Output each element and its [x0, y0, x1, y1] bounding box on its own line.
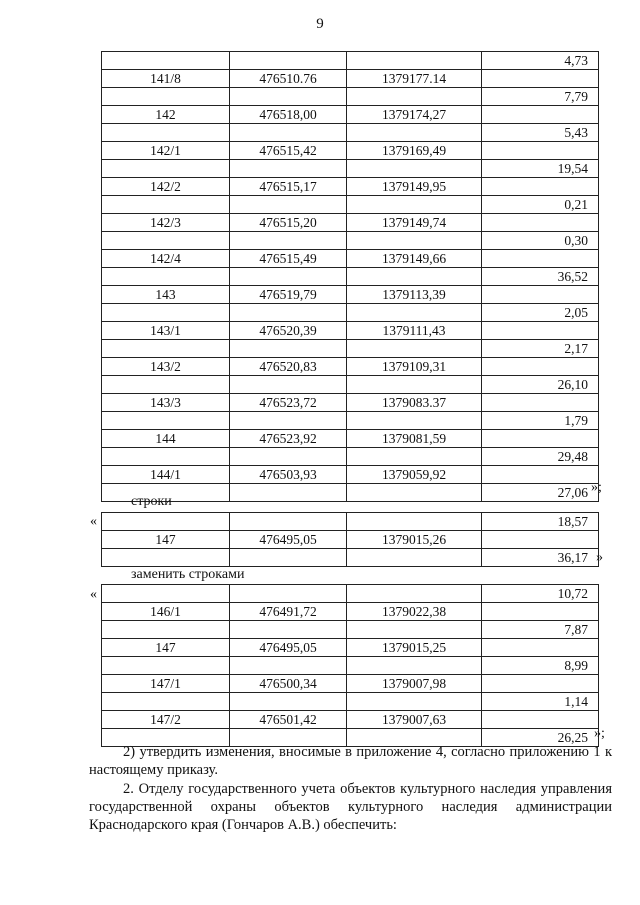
- x-coordinate-cell: [230, 448, 347, 466]
- point-number-cell: 147/1: [102, 675, 230, 693]
- point-number-cell: 141/8: [102, 70, 230, 88]
- replace-label: заменить строками: [131, 567, 245, 582]
- table-row: [102, 322, 599, 340]
- y-coordinate-cell: 1379177.14: [347, 70, 482, 88]
- distance-cell: [482, 250, 599, 268]
- table-row: [102, 196, 599, 214]
- y-coordinate-cell: [347, 340, 482, 358]
- y-coordinate-cell: 1379113,39: [347, 286, 482, 304]
- table-row: [102, 178, 599, 196]
- point-number-cell: 142/3: [102, 214, 230, 232]
- x-coordinate-cell: [230, 160, 347, 178]
- x-coordinate-cell: 476495,05: [230, 639, 347, 657]
- y-coordinate-cell: 1379015,26: [347, 531, 482, 549]
- y-coordinate-cell: 1379015,25: [347, 639, 482, 657]
- y-coordinate-cell: 1379109,31: [347, 358, 482, 376]
- point-number-cell: 143/2: [102, 358, 230, 376]
- x-coordinate-cell: [230, 52, 347, 70]
- distance-cell: 4,73: [482, 52, 599, 70]
- table-row: [102, 621, 599, 639]
- distance-cell: [482, 430, 599, 448]
- y-coordinate-cell: 1379174,27: [347, 106, 482, 124]
- y-coordinate-cell: 1379149,74: [347, 214, 482, 232]
- page-number: 9: [316, 16, 324, 32]
- y-coordinate-cell: [347, 412, 482, 430]
- point-number-cell: [102, 340, 230, 358]
- table-row: [102, 124, 599, 142]
- y-coordinate-cell: 1379081,59: [347, 430, 482, 448]
- distance-cell: 1,14: [482, 693, 599, 711]
- closing-quote: »: [596, 550, 603, 565]
- table-row: [102, 232, 599, 250]
- table-row: [102, 430, 599, 448]
- x-coordinate-cell: [230, 340, 347, 358]
- distance-cell: [482, 322, 599, 340]
- y-coordinate-cell: 1379149,95: [347, 178, 482, 196]
- point-number-cell: [102, 621, 230, 639]
- distance-cell: [482, 286, 599, 304]
- x-coordinate-cell: [230, 549, 347, 567]
- table-row: [102, 358, 599, 376]
- y-coordinate-cell: [347, 52, 482, 70]
- table-row: [102, 376, 599, 394]
- distance-cell: 1,79: [482, 412, 599, 430]
- point-number-cell: [102, 304, 230, 322]
- rows-to-replace-table: [101, 512, 599, 567]
- x-coordinate-cell: [230, 693, 347, 711]
- table-row: [102, 675, 599, 693]
- y-coordinate-cell: [347, 376, 482, 394]
- replacement-rows-table: [101, 584, 599, 747]
- table-row: [102, 466, 599, 484]
- distance-cell: 18,57: [482, 513, 599, 531]
- y-coordinate-cell: 1379083.37: [347, 394, 482, 412]
- point-number-cell: 142/4: [102, 250, 230, 268]
- table-row: [102, 639, 599, 657]
- distance-cell: [482, 639, 599, 657]
- x-coordinate-cell: [230, 484, 347, 502]
- distance-cell: [482, 466, 599, 484]
- point-number-cell: 144: [102, 430, 230, 448]
- y-coordinate-cell: [347, 484, 482, 502]
- distance-cell: 36,52: [482, 268, 599, 286]
- x-coordinate-cell: 476491,72: [230, 603, 347, 621]
- opening-quote: «: [90, 514, 97, 529]
- closing-quote: »;: [594, 726, 605, 741]
- distance-cell: [482, 70, 599, 88]
- distance-cell: [482, 394, 599, 412]
- table-row: [102, 160, 599, 178]
- distance-cell: 5,43: [482, 124, 599, 142]
- table-row: [102, 513, 599, 531]
- distance-cell: 36,17: [482, 549, 599, 567]
- x-coordinate-cell: 476500,34: [230, 675, 347, 693]
- rows-label: строки: [131, 494, 172, 509]
- y-coordinate-cell: [347, 88, 482, 106]
- table-row: [102, 711, 599, 729]
- distance-cell: [482, 142, 599, 160]
- x-coordinate-cell: [230, 513, 347, 531]
- table-row: [102, 657, 599, 675]
- y-coordinate-cell: [347, 232, 482, 250]
- paragraph-approve: 2) утвердить изменения, вносимые в приложение 4, согласно приложению 1 к настоящему приказу.: [89, 744, 612, 778]
- distance-cell: 19,54: [482, 160, 599, 178]
- point-number-cell: 146/1: [102, 603, 230, 621]
- y-coordinate-cell: [347, 124, 482, 142]
- table-row: [102, 484, 599, 502]
- x-coordinate-cell: [230, 88, 347, 106]
- x-coordinate-cell: [230, 304, 347, 322]
- point-number-cell: 142/2: [102, 178, 230, 196]
- table-row: [102, 70, 599, 88]
- point-number-cell: [102, 232, 230, 250]
- x-coordinate-cell: [230, 657, 347, 675]
- closing-quote: »;: [591, 480, 602, 495]
- x-coordinate-cell: 476518,00: [230, 106, 347, 124]
- x-coordinate-cell: 476503,93: [230, 466, 347, 484]
- y-coordinate-cell: 1379169,49: [347, 142, 482, 160]
- table-row: [102, 394, 599, 412]
- y-coordinate-cell: [347, 448, 482, 466]
- distance-cell: [482, 603, 599, 621]
- table-row: [102, 286, 599, 304]
- point-number-cell: 142: [102, 106, 230, 124]
- y-coordinate-cell: [347, 585, 482, 603]
- point-number-cell: 143/3: [102, 394, 230, 412]
- distance-cell: [482, 675, 599, 693]
- distance-cell: 0,21: [482, 196, 599, 214]
- point-number-cell: [102, 88, 230, 106]
- point-number-cell: [102, 585, 230, 603]
- point-number-cell: [102, 160, 230, 178]
- table-row: [102, 268, 599, 286]
- point-number-cell: [102, 124, 230, 142]
- distance-cell: 27,06: [482, 484, 599, 502]
- y-coordinate-cell: 1379111,43: [347, 322, 482, 340]
- table-row: [102, 214, 599, 232]
- distance-cell: 0,30: [482, 232, 599, 250]
- point-number-cell: [102, 412, 230, 430]
- point-number-cell: [102, 448, 230, 466]
- x-coordinate-cell: 476515,17: [230, 178, 347, 196]
- table-row: [102, 106, 599, 124]
- distance-cell: 2,17: [482, 340, 599, 358]
- table-row: [102, 448, 599, 466]
- y-coordinate-cell: [347, 196, 482, 214]
- x-coordinate-cell: 476523,72: [230, 394, 347, 412]
- x-coordinate-cell: 476501,42: [230, 711, 347, 729]
- distance-cell: [482, 178, 599, 196]
- distance-cell: 7,79: [482, 88, 599, 106]
- x-coordinate-cell: [230, 412, 347, 430]
- y-coordinate-cell: [347, 693, 482, 711]
- x-coordinate-cell: [230, 585, 347, 603]
- distance-cell: 7,87: [482, 621, 599, 639]
- y-coordinate-cell: 1379007,98: [347, 675, 482, 693]
- table-row: [102, 549, 599, 567]
- distance-cell: 26,25: [482, 729, 599, 747]
- distance-cell: 26,10: [482, 376, 599, 394]
- point-number-cell: 147/2: [102, 711, 230, 729]
- x-coordinate-cell: [230, 124, 347, 142]
- y-coordinate-cell: [347, 268, 482, 286]
- y-coordinate-cell: 1379149,66: [347, 250, 482, 268]
- distance-cell: [482, 711, 599, 729]
- x-coordinate-cell: [230, 621, 347, 639]
- y-coordinate-cell: [347, 513, 482, 531]
- y-coordinate-cell: 1379059,92: [347, 466, 482, 484]
- x-coordinate-cell: 476520,83: [230, 358, 347, 376]
- point-number-cell: [102, 52, 230, 70]
- x-coordinate-cell: [230, 268, 347, 286]
- point-number-cell: [102, 268, 230, 286]
- y-coordinate-cell: [347, 160, 482, 178]
- point-number-cell: [102, 513, 230, 531]
- distance-cell: 10,72: [482, 585, 599, 603]
- y-coordinate-cell: [347, 304, 482, 322]
- table-row: [102, 304, 599, 322]
- point-number-cell: [102, 196, 230, 214]
- distance-cell: [482, 358, 599, 376]
- point-number-cell: 142/1: [102, 142, 230, 160]
- distance-cell: [482, 531, 599, 549]
- x-coordinate-cell: 476495,05: [230, 531, 347, 549]
- x-coordinate-cell: 476523,92: [230, 430, 347, 448]
- point-number-cell: [102, 549, 230, 567]
- distance-cell: 8,99: [482, 657, 599, 675]
- y-coordinate-cell: 1379007,63: [347, 711, 482, 729]
- x-coordinate-cell: 476510.76: [230, 70, 347, 88]
- point-number-cell: 144/1: [102, 466, 230, 484]
- x-coordinate-cell: [230, 232, 347, 250]
- point-number-cell: [102, 376, 230, 394]
- point-number-cell: 147: [102, 639, 230, 657]
- table-row: [102, 250, 599, 268]
- table-row: [102, 142, 599, 160]
- x-coordinate-cell: [230, 196, 347, 214]
- opening-quote: «: [90, 587, 97, 602]
- x-coordinate-cell: [230, 376, 347, 394]
- point-number-cell: 147: [102, 531, 230, 549]
- table-row: [102, 88, 599, 106]
- table-row: [102, 531, 599, 549]
- x-coordinate-cell: 476515,20: [230, 214, 347, 232]
- table-row: [102, 412, 599, 430]
- table-row: [102, 52, 599, 70]
- point-number-cell: 143: [102, 286, 230, 304]
- distance-cell: 2,05: [482, 304, 599, 322]
- y-coordinate-cell: [347, 657, 482, 675]
- distance-cell: 29,48: [482, 448, 599, 466]
- distance-cell: [482, 106, 599, 124]
- x-coordinate-cell: 476515,49: [230, 250, 347, 268]
- y-coordinate-cell: 1379022,38: [347, 603, 482, 621]
- table-row: [102, 603, 599, 621]
- paragraph-department: 2. Отделу государственного учета объектов культурного наследия управления государственной охраны объектов культурного наследия администрации Краснодарского края (Гончаров А.В.) обеспечить:: [89, 781, 612, 833]
- table-row: [102, 693, 599, 711]
- point-number-cell: [102, 693, 230, 711]
- y-coordinate-cell: [347, 621, 482, 639]
- distance-cell: [482, 214, 599, 232]
- x-coordinate-cell: 476520,39: [230, 322, 347, 340]
- point-number-cell: [102, 657, 230, 675]
- table-row: [102, 585, 599, 603]
- coordinates-table: [101, 51, 599, 502]
- table-row: [102, 340, 599, 358]
- point-number-cell: 143/1: [102, 322, 230, 340]
- y-coordinate-cell: [347, 549, 482, 567]
- x-coordinate-cell: 476519,79: [230, 286, 347, 304]
- x-coordinate-cell: 476515,42: [230, 142, 347, 160]
